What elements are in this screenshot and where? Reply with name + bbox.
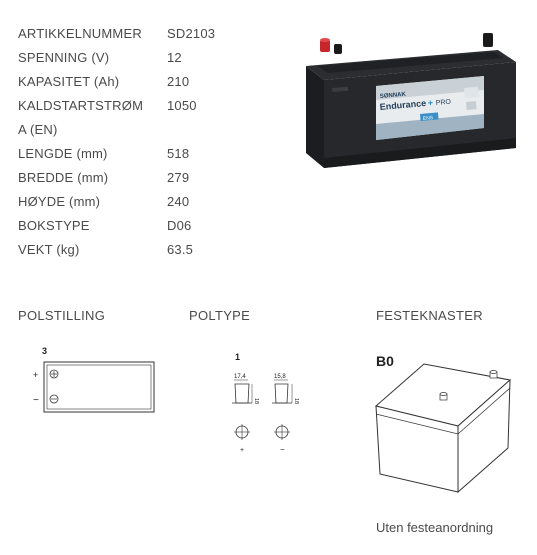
spec-label: KAPASITET (Ah) — [18, 74, 120, 89]
polstilling-plus: + — [33, 370, 39, 380]
battery-pro: PRO — [435, 98, 452, 107]
spec-label: ARTIKKELNUMMER — [18, 26, 142, 41]
spec-row — [18, 166, 258, 190]
poltype-height-right: 18 — [293, 398, 299, 405]
polstilling-minus: − — [33, 395, 39, 406]
spec-row — [18, 238, 258, 262]
battery-code: ENS — [422, 115, 434, 122]
feste-caption: Uten festeanordning — [376, 520, 494, 535]
spec-label: SPENNING (V) — [18, 50, 110, 65]
spec-row — [18, 70, 258, 94]
spec-value: 12 — [167, 50, 182, 65]
spec-row — [18, 142, 258, 166]
poltype-number: 1 — [235, 352, 241, 362]
festeknaster-heading: FESTEKNASTER — [376, 308, 483, 323]
spec-value: D06 — [167, 218, 192, 233]
spec-row — [18, 46, 258, 70]
spec-value: 240 — [167, 194, 190, 209]
battery-product-image — [298, 28, 518, 173]
spec-row — [18, 94, 258, 118]
spec-label: A (EN) — [18, 122, 58, 137]
poltype-minus: − — [280, 445, 285, 454]
polstilling-heading: POLSTILLING — [18, 308, 106, 323]
spec-value: SD2103 — [167, 26, 216, 41]
spec-row — [18, 22, 258, 46]
spec-row — [18, 214, 258, 238]
spec-row — [18, 118, 258, 142]
poltype-height-left: 18 — [253, 398, 259, 405]
poltype-dim-right: 15,8 — [274, 374, 286, 380]
poltype-diagram — [228, 348, 308, 458]
battery-side — [306, 66, 324, 168]
poltype-dim-left: 17,4 — [234, 374, 246, 380]
spec-label: HØYDE (mm) — [18, 194, 101, 209]
poltype-heading: POLTYPE — [189, 308, 251, 323]
spec-table — [18, 22, 258, 262]
feste-code: B0 — [376, 353, 394, 369]
polstilling-number: 3 — [42, 346, 48, 356]
negative-terminal-icon — [334, 44, 342, 54]
spec-value: 63.5 — [167, 242, 194, 257]
spec-label: VEKT (kg) — [18, 242, 80, 257]
spec-row — [18, 190, 258, 214]
spec-value: 279 — [167, 170, 190, 185]
spec-value: 210 — [167, 74, 190, 89]
battery-plus: + — [427, 97, 434, 108]
battery-product-name: Endurance — [379, 97, 427, 112]
spec-label: BREDDE (mm) — [18, 170, 109, 185]
poltype-plus: + — [240, 447, 245, 454]
spec-value: 1050 — [167, 98, 197, 113]
spec-value: 518 — [167, 146, 190, 161]
spec-label: LENGDE (mm) — [18, 146, 108, 161]
feste-diagram — [372, 350, 512, 500]
negative-terminal-icon — [275, 384, 288, 403]
spec-label: KALDSTARTSTRØM — [18, 98, 144, 113]
battery-brand: SØNNAK — [379, 91, 407, 100]
spec-label: BOKSTYPE — [18, 218, 90, 233]
polstilling-diagram — [28, 342, 168, 422]
positive-terminal-icon — [235, 384, 249, 403]
